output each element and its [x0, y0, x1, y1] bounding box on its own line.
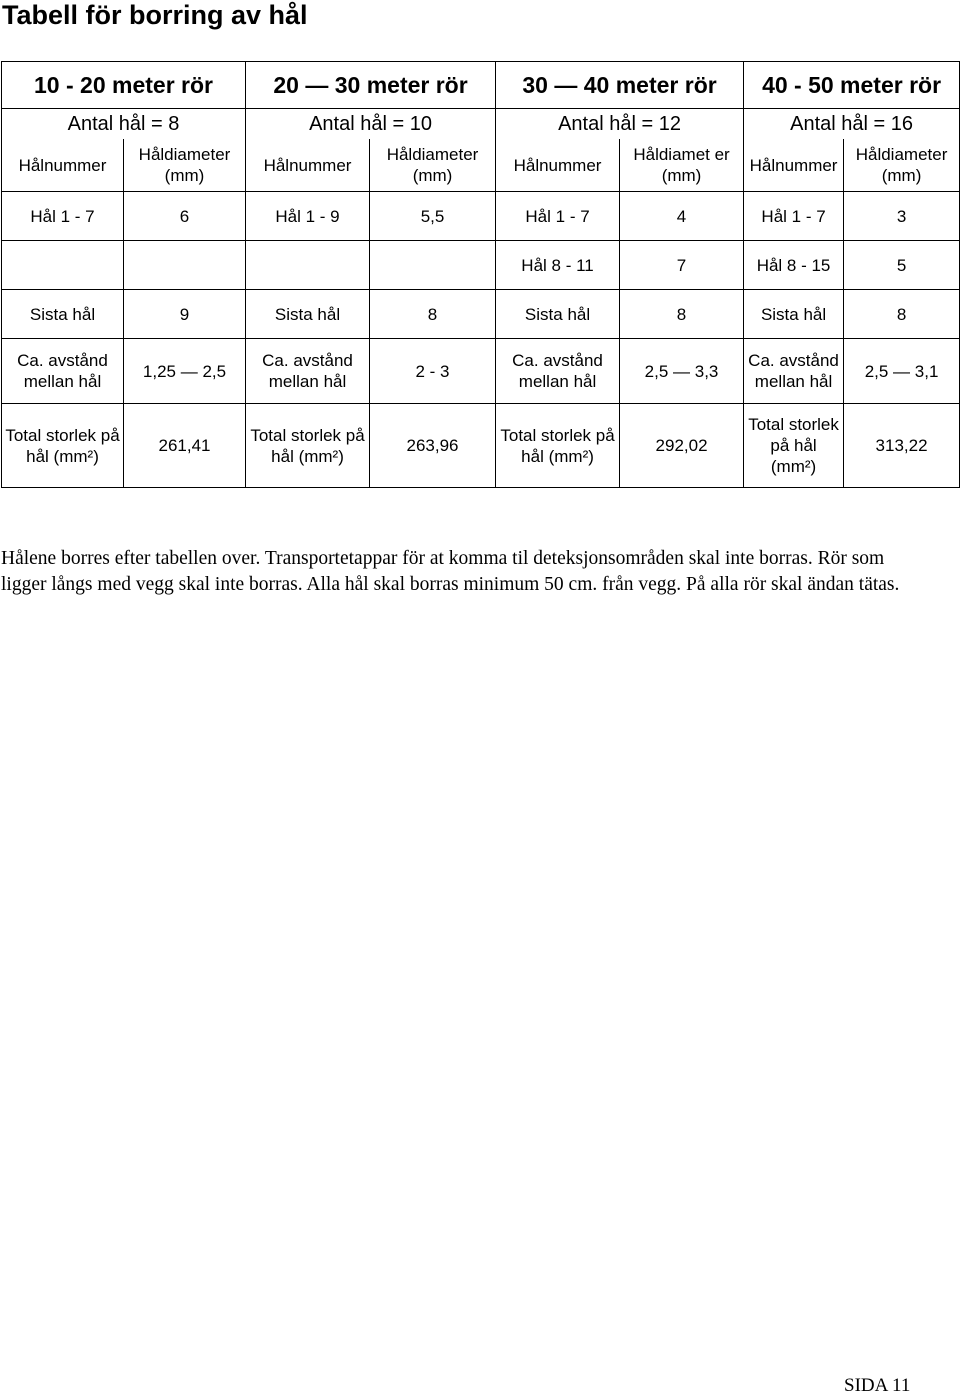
hole-number-cell: Hål 8 - 11 — [496, 241, 620, 290]
hole-diameter-cell: 5,5 — [370, 192, 496, 241]
hole-number-cell: Sista hål — [496, 290, 620, 339]
page-number: SIDA 11 — [844, 1375, 911, 1396]
total-size-label: Total storlek på hål (mm²) — [496, 404, 620, 488]
hole-number-cell: Hål 1 - 7 — [744, 192, 844, 241]
hole-diameter-cell: 9 — [124, 290, 246, 339]
group-header: 20 — 30 meter rör — [246, 62, 496, 109]
hole-diameter-cell: 5 — [844, 241, 960, 290]
total-size-value: 261,41 — [124, 404, 246, 488]
hole-number-cell: Hål 8 - 15 — [744, 241, 844, 290]
drilling-table — [1, 61, 960, 488]
total-size-value: 313,22 — [844, 404, 960, 488]
hole-number-cell: Hål 1 - 9 — [246, 192, 370, 241]
table-row — [2, 290, 960, 339]
group-header: 30 — 40 meter rör — [496, 62, 744, 109]
spacing-label: Ca. avstånd mellan hål — [744, 339, 844, 404]
hole-count: Antal hål = 10 — [246, 109, 496, 140]
hole-diameter-cell: 3 — [844, 192, 960, 241]
hole-diameter-cell: 6 — [124, 192, 246, 241]
hole-count: Antal hål = 16 — [744, 109, 960, 140]
spacing-row — [2, 339, 960, 404]
hole-count: Antal hål = 8 — [2, 109, 246, 140]
spacing-value: 1,25 — 2,5 — [124, 339, 246, 404]
table-row — [2, 241, 960, 290]
hole-number-cell: Sista hål — [744, 290, 844, 339]
hole-number-cell: Hål 1 - 7 — [2, 192, 124, 241]
total-size-label: Total storlek på hål (mm²) — [246, 404, 370, 488]
total-size-row — [2, 404, 960, 488]
column-header-hole-diameter: Håldiameter (mm) — [844, 139, 960, 192]
hole-count-row — [2, 109, 960, 140]
column-header-hole-diameter: Håldiameter (mm) — [124, 139, 246, 192]
hole-diameter-cell: 4 — [620, 192, 744, 241]
hole-number-cell: Sista hål — [246, 290, 370, 339]
group-header-row — [2, 62, 960, 109]
hole-count: Antal hål = 12 — [496, 109, 744, 140]
hole-diameter-cell — [370, 241, 496, 290]
hole-diameter-cell — [124, 241, 246, 290]
spacing-value: 2 - 3 — [370, 339, 496, 404]
page-title: Tabell för borring av hål — [2, 0, 308, 30]
hole-diameter-cell: 7 — [620, 241, 744, 290]
column-header-row — [2, 139, 960, 192]
spacing-value: 2,5 — 3,3 — [620, 339, 744, 404]
group-header: 10 - 20 meter rör — [2, 62, 246, 109]
column-header-hole-diameter: Håldiamet er (mm) — [620, 139, 744, 192]
total-size-label: Total storlek på hål (mm²) — [2, 404, 124, 488]
column-header-hole-diameter: Håldiameter (mm) — [370, 139, 496, 192]
hole-number-cell: Sista hål — [2, 290, 124, 339]
column-header-hole-number: Hålnummer — [496, 139, 620, 192]
spacing-label: Ca. avstånd mellan hål — [246, 339, 370, 404]
instructions-paragraph: Hålene borres efter tabellen over. Transportetappar för at komma til deteksjonsområden skal inte borras. Rör som ligger långs med vegg skal inte borras. Alla hål skal borras minimum 50 cm. från vegg. På alla rör skal ändan tätas. — [1, 548, 900, 595]
hole-diameter-cell: 8 — [844, 290, 960, 339]
hole-number-cell: Hål 1 - 7 — [496, 192, 620, 241]
spacing-label: Ca. avstånd mellan hål — [2, 339, 124, 404]
column-header-hole-number: Hålnummer — [246, 139, 370, 192]
hole-number-cell — [246, 241, 370, 290]
hole-number-cell — [2, 241, 124, 290]
spacing-label: Ca. avstånd mellan hål — [496, 339, 620, 404]
total-size-value: 263,96 — [370, 404, 496, 488]
spacing-value: 2,5 — 3,1 — [844, 339, 960, 404]
table-row — [2, 192, 960, 241]
group-header: 40 - 50 meter rör — [744, 62, 960, 109]
total-size-label: Total storlek på hål (mm²) — [744, 404, 844, 488]
total-size-value: 292,02 — [620, 404, 744, 488]
hole-diameter-cell: 8 — [620, 290, 744, 339]
hole-diameter-cell: 8 — [370, 290, 496, 339]
column-header-hole-number: Hålnummer — [744, 139, 844, 192]
column-header-hole-number: Hålnummer — [2, 139, 124, 192]
